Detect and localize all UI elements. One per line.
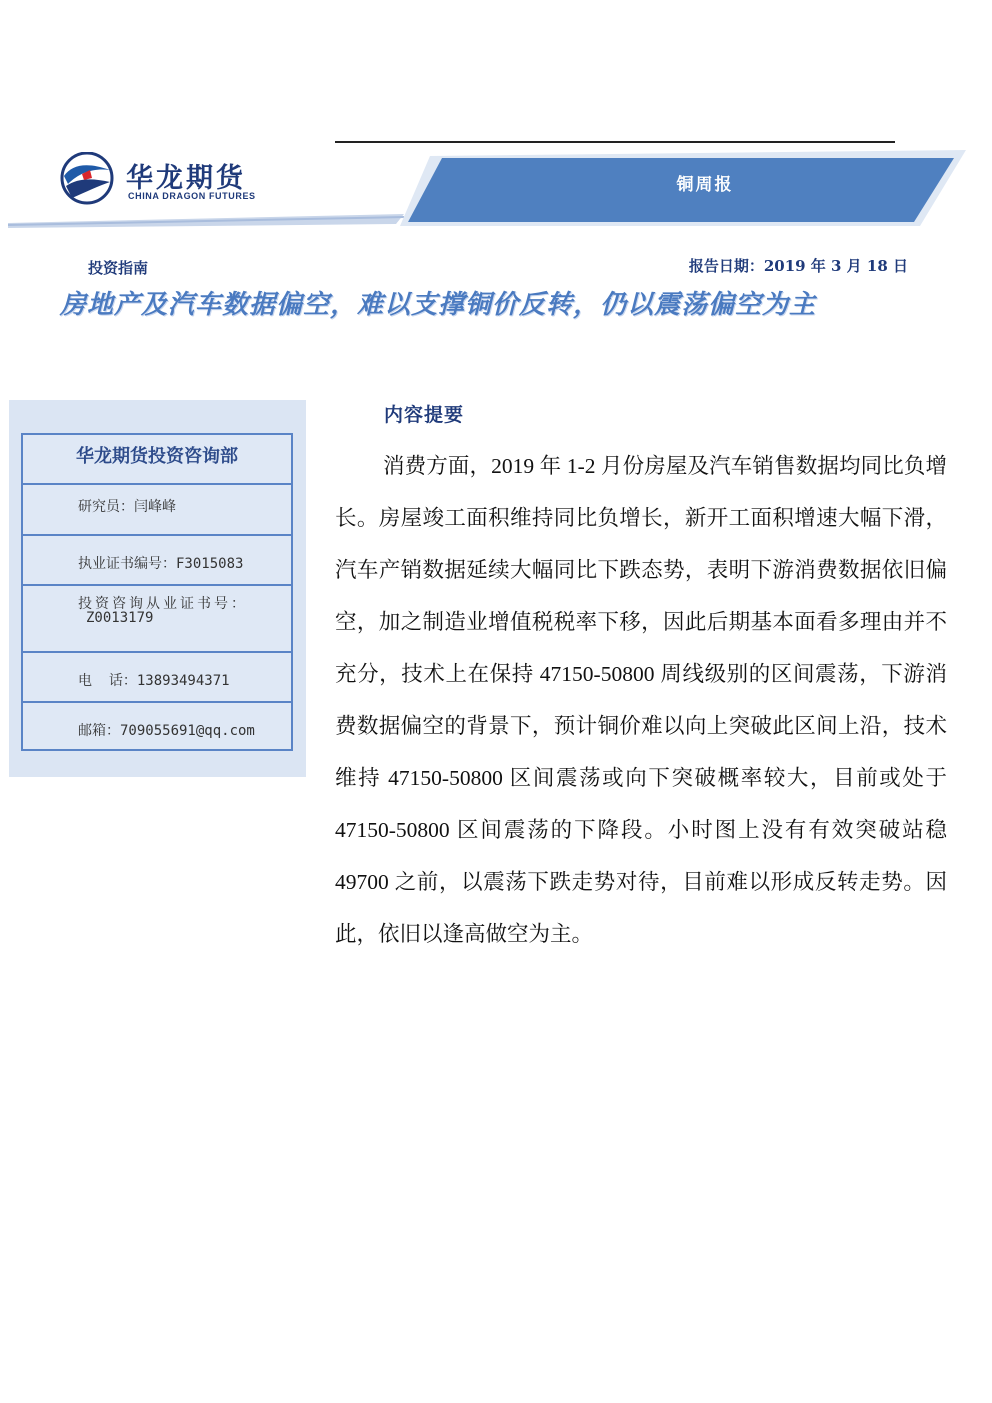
phone-row [23,653,291,703]
license-text: 执业证书编号：F3015083 [78,556,244,572]
company-logo-icon [58,152,118,206]
page-title: 房地产及汽车数据偏空，难以支撑铜价反转，仍以震荡偏空为主 [60,290,817,320]
company-name-en: CHINA DRAGON FUTURES [128,191,256,201]
summary-heading: 内容提要 [384,404,465,426]
consult-license-value: Z0013179 [86,610,154,626]
phone-text: 电 话：13893494371 [78,673,230,689]
summary-body: 消费方面，2019 年 1-2 月份房屋及汽车销售数据均同比负增长。房屋竣工面积维持同比负增长，新开工面积增速大幅下滑，汽车产销数据延续大幅同比下跌态势，表明下游消费数据依旧偏空，加之制造业增值税税率下移，因此后期基本面看多理由并不充分，技术上在保持 47150-50800 周线级别的区间震荡，下游消费数据偏空的背景下，预计铜价难以向上突破此区间上沿，技术维持 47150-50800 区间震荡或向下突破概率较大，目前或处于 47150-50800 区间震荡的下降段。小时图上没有有效突破站稳 49700 之前，以震荡下跌走势对待，目前难以形成反转走势。因此，依旧以逢高做空为主。 [335,454,947,946]
consult-license-row [23,586,291,653]
email-text[interactable]: 邮箱：709055691@qq.com [78,723,255,739]
department-name: 华龙期货投资咨询部 [76,446,238,467]
report-type-label: 铜周报 [676,175,734,195]
researcher-row [23,485,291,536]
company-name-cn: 华龙期货 [126,163,246,194]
email-row [23,703,291,749]
license-row [23,536,291,586]
top-rule [335,141,895,143]
researcher-text: 研究员：闫峰峰 [78,499,176,515]
consult-license-label: 投资咨询从业证书号： [78,596,248,612]
guide-label: 投资指南 [88,259,149,277]
report-date: 报告日期：2019 年 3 月 18 日 [688,257,908,275]
department-row [23,435,291,485]
contact-box [21,433,293,751]
